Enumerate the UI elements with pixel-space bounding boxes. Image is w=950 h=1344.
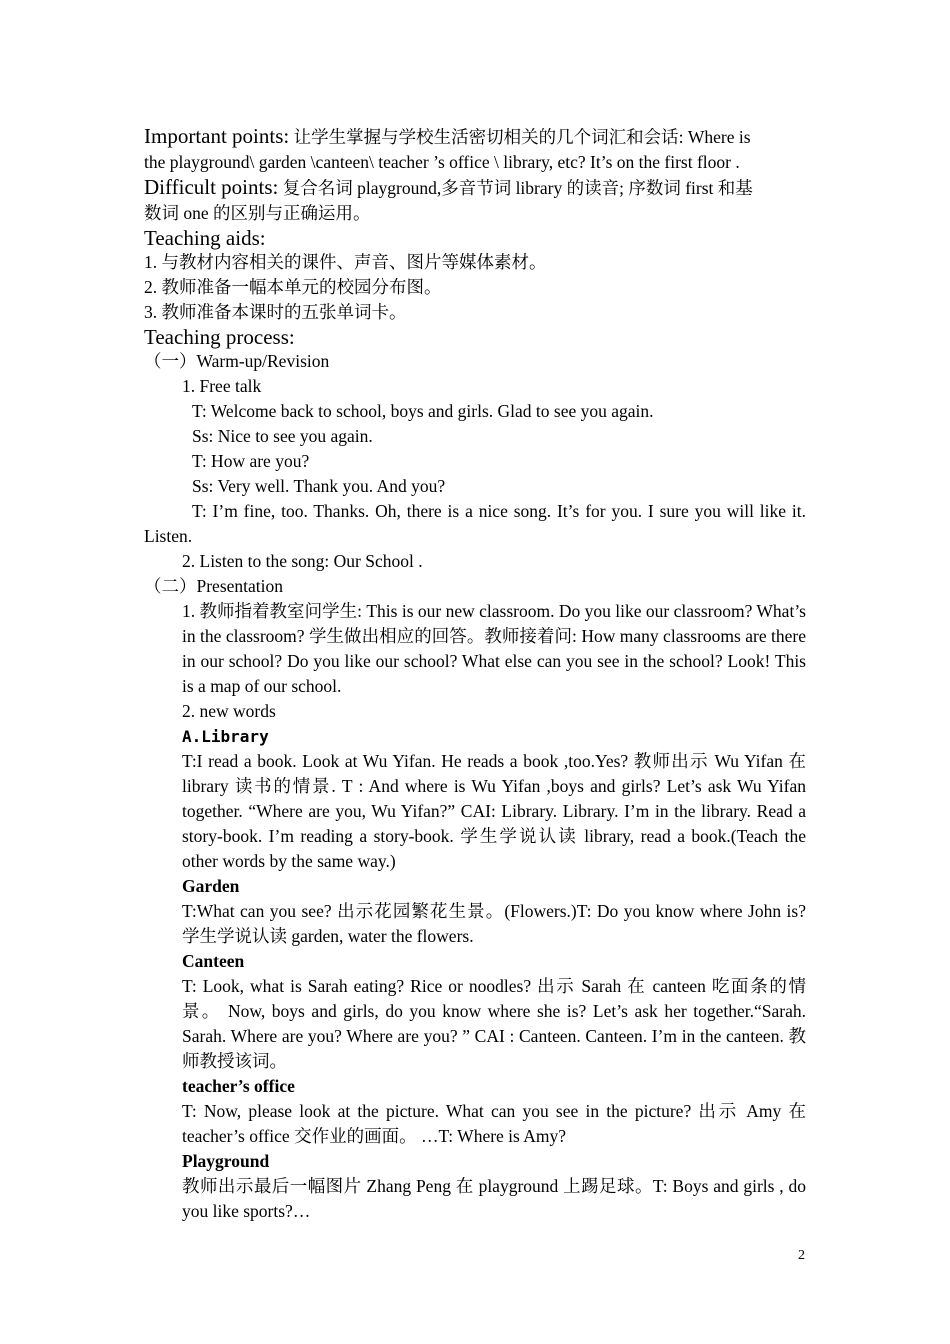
section-presentation: （二）Presentation xyxy=(144,576,284,596)
dialogue-line: Ss: Nice to see you again. xyxy=(192,426,373,446)
word-heading-library xyxy=(144,724,806,749)
teaching-process-heading: Teaching process: xyxy=(144,325,295,349)
important-points-line2: the playground\ garden \canteen\ teacher ’s office \ library, etc? It’s on the first floor . xyxy=(144,152,740,172)
teachers-office-paragraph: T: Now, please look at the picture. What can you see in the picture? 出示 Amy 在 teacher’s office 交作业的画面。 …T: Where is Amy? xyxy=(182,1101,806,1146)
document-body xyxy=(144,124,806,1224)
garden-paragraph: T:What can you see? 出示花园繁花生景。(Flowers.)T: Do you know where John is? 学生学说认读 garden, water the flowers. xyxy=(182,901,806,946)
library-heading-text: A.Library xyxy=(182,727,269,746)
important-points-label: Important points: xyxy=(144,124,290,148)
dialogue-line: T: How are you? xyxy=(192,451,310,471)
important-points-text: 让学生掌握与学校生活密切相关的几个词汇和会话: Where is xyxy=(289,127,751,147)
library-paragraph: T:I read a book. Look at Wu Yifan. He reads a book ,too.Yes? 教师出示 Wu Yifan 在 library 读书的情景. T : And where is Wu Yifan ,boys and girls? Let’s ask Wu Yifan together. “Where are you, Wu Yifan?” CAI: Library. Library. I’m in the library. Read a story-book. I’m reading a story-book. 学生学说认读 library, read a book.(Teach the other words by the same way.) xyxy=(182,751,806,871)
difficult-points-label: Difficult points: xyxy=(144,175,279,199)
word-heading-garden: Garden xyxy=(182,876,240,896)
word-heading-playground: Playground xyxy=(182,1151,270,1171)
difficult-points-line1 xyxy=(144,175,806,201)
word-heading-teachers-office: teacher’s office xyxy=(182,1076,295,1096)
canteen-paragraph: T: Look, what is Sarah eating? Rice or noodles? 出示 Sarah 在 canteen 吃面条的情景。 Now, boys and girls, do you know where she is? Let’s ask her together.“Sarah. Sarah. Where are you? Where are you? ” CAI : Canteen. Canteen. I’m in the canteen. 教师教授该词。 xyxy=(182,976,806,1071)
word-heading-canteen: Canteen xyxy=(182,951,245,971)
dialogue-line: T: Welcome back to school, boys and girls. Glad to see you again. xyxy=(192,401,654,421)
presentation-step-2: 2. new words xyxy=(182,701,276,721)
teaching-aids-heading: Teaching aids: xyxy=(144,226,266,250)
section-warm-up: （一）Warm-up/Revision xyxy=(144,351,330,371)
playground-paragraph: 教师出示最后一幅图片 Zhang Peng 在 playground 上踢足球。T: Boys and girls , do you like sports?… xyxy=(182,1176,806,1221)
important-points-line1 xyxy=(144,124,806,150)
presentation-step-1: 1. 教师指着教室问学生: This is our new classroom. Do you like our classroom? What’s in the classroom? 学生做出相应的回答。教师接着问: How many classrooms are there in our school? Do you like our school? What else can you see in the school? Look! This is a map of our school. xyxy=(182,601,806,696)
listen-song-item: 2. Listen to the song: Our School . xyxy=(182,551,423,571)
teaching-aid-item: 3. 教师准备本课时的五张单词卡。 xyxy=(144,302,407,322)
teaching-aid-item: 1. 与教材内容相关的课件、声音、图片等媒体素材。 xyxy=(144,252,547,272)
page-number: 2 xyxy=(798,1248,805,1263)
free-talk-item: 1. Free talk xyxy=(182,376,262,396)
difficult-points-text: 复合名词 playground,多音节词 library 的读音; 序数词 first 和基 xyxy=(278,178,753,198)
dialogue-line: Ss: Very well. Thank you. And you? xyxy=(192,476,446,496)
teaching-aid-item: 2. 教师准备一幅本单元的校园分布图。 xyxy=(144,277,442,297)
dialogue-paragraph: T: I’m fine, too. Thanks. Oh, there is a nice song. It’s for you. I sure you will like it. Listen. xyxy=(144,501,806,546)
difficult-points-line2: 数词 one 的区别与正确运用。 xyxy=(144,203,371,223)
